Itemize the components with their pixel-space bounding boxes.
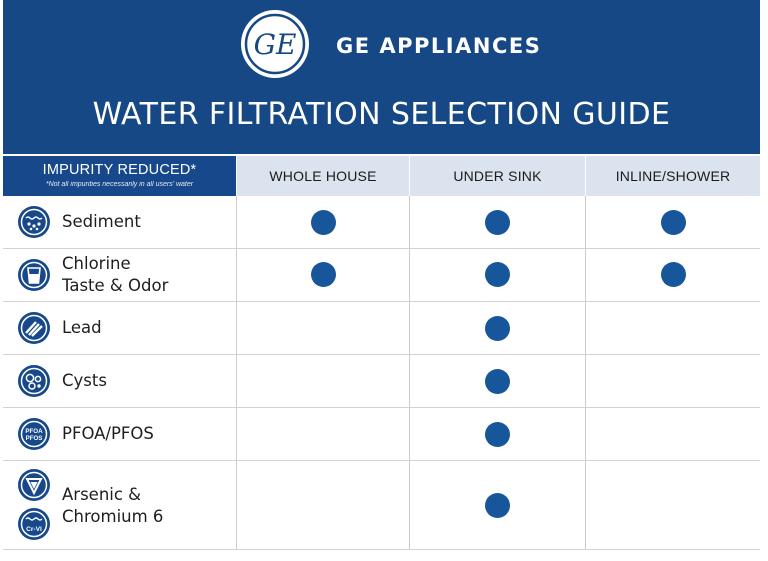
chlorine-glass-icon <box>17 258 51 292</box>
svg-text:PFOA: PFOA <box>25 428 43 435</box>
label-line: PFOA/PFOS <box>62 424 154 443</box>
chromium-icon <box>17 507 51 541</box>
reduction-dot-under-sink <box>485 210 510 235</box>
reduction-dot-under-sink <box>485 369 510 394</box>
reduction-dot-inline-shower <box>661 210 686 235</box>
header-banner <box>3 0 760 154</box>
svg-text:PFOS: PFOS <box>25 435 43 442</box>
reduction-dot-whole-house <box>311 262 336 287</box>
label-line: Chromium 6 <box>62 507 164 526</box>
label-line: Arsenic & <box>62 485 142 504</box>
table-row-arsenic-chromium <box>3 461 760 549</box>
row-label-cysts <box>62 370 107 392</box>
table-row-lead <box>3 302 760 354</box>
row-label-lead <box>62 317 102 339</box>
row-label-pfoa-pfos <box>62 423 154 445</box>
column-header-under-sink: UNDER SINK <box>410 156 585 196</box>
ge-logo-icon <box>240 9 310 79</box>
brand-name: GE APPLIANCES <box>336 34 542 58</box>
impurity-header <box>3 156 236 196</box>
row-divider <box>3 549 760 550</box>
cysts-icon <box>17 364 51 398</box>
reduction-dot-inline-shower <box>661 262 686 287</box>
selection-table <box>3 156 760 550</box>
svg-text:Cr-VI: Cr-VI <box>26 526 42 533</box>
reduction-dot-under-sink <box>485 422 510 447</box>
table-row-pfoa-pfos <box>3 408 760 460</box>
label-line: Chlorine <box>62 254 131 273</box>
row-label-sediment <box>62 211 141 233</box>
arsenic-icon <box>17 468 51 502</box>
reduction-dot-whole-house <box>311 210 336 235</box>
reduction-dot-under-sink <box>485 493 510 518</box>
svg-text:GE: GE <box>253 28 297 61</box>
pfoa-pfos-icon <box>17 417 51 451</box>
label-line: Taste & Odor <box>62 276 169 295</box>
impurity-header-note: *Not all impurities necessarily in all users' water <box>45 181 194 188</box>
impurity-header-label: IMPURITY REDUCED* <box>42 162 197 178</box>
reduction-dot-under-sink <box>485 262 510 287</box>
column-header-whole-house: WHOLE HOUSE <box>237 156 409 196</box>
reduction-dot-under-sink <box>485 316 510 341</box>
label-line: Sediment <box>62 212 141 231</box>
table-row-sediment <box>3 196 760 248</box>
table-row-chlorine <box>3 249 760 301</box>
lead-pipe-icon <box>17 311 51 345</box>
page-title: WATER FILTRATION SELECTION GUIDE <box>92 97 671 132</box>
table-row-cysts <box>3 355 760 407</box>
row-label-arsenic-chromium <box>62 484 163 528</box>
label-line: Lead <box>62 318 102 337</box>
column-header-inline-shower: INLINE/SHOWER <box>586 156 760 196</box>
label-line: Cysts <box>62 371 107 390</box>
row-label-chlorine <box>62 253 168 297</box>
sediment-icon <box>17 205 51 239</box>
